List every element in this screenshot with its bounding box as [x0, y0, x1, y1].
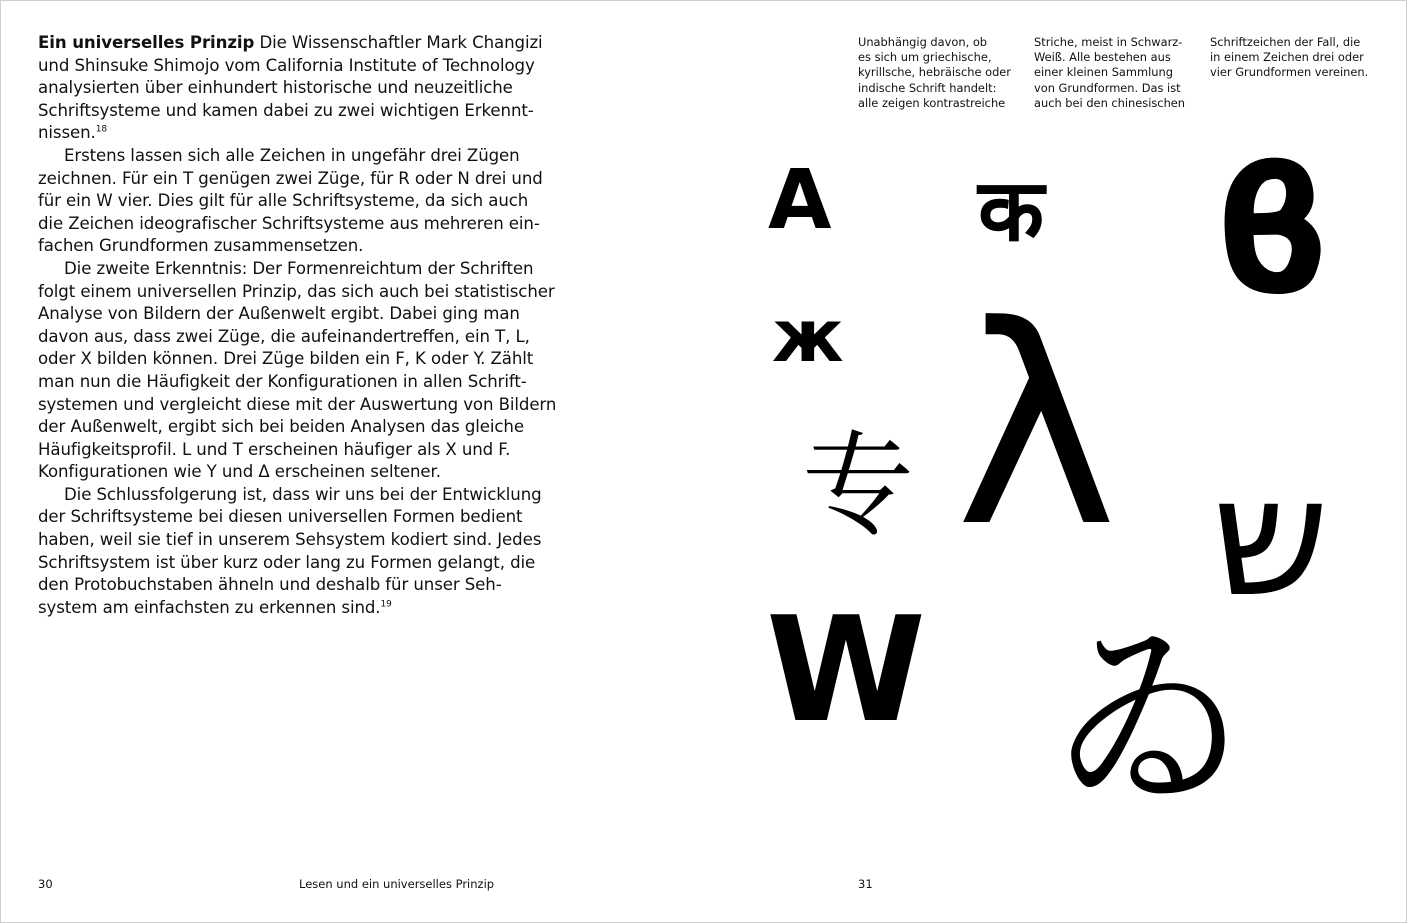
caption-line: Schriftzeichen der Fall, die [1210, 35, 1361, 49]
caption-line: einer kleinen Sammlung [1034, 65, 1173, 80]
footnote-ref-18: 18 [95, 124, 107, 135]
caption-column-3 [1210, 35, 1368, 81]
glyph-cyrillic-zhe: ж [772, 294, 844, 378]
glyph-latin-a: A [768, 153, 832, 248]
running-title: Lesen und ein universelles Prinzip [299, 877, 495, 891]
glyph-hiragana-wi: ゐ [1048, 603, 1249, 836]
caption-column-2 [1034, 35, 1185, 111]
caption-line: indische Schrift handelt: [858, 80, 997, 95]
glyph-devanagari-ka: क [978, 161, 1045, 261]
caption-line: von Grundformen. Das ist [1034, 80, 1181, 95]
caption-line: alle zeigen kontrastreiche [858, 95, 1006, 110]
glyph-latin-w: W [766, 586, 926, 755]
paragraph-3: Die zweite Erkenntnis: Der Formenreichtum der Schriften folgt einem universellen Prinzip, das sich auch bei statistischer Analyse von Bildern der Außenwelt ergibt. Dabei ging man davon aus, dass zwei Züge, die aufeinandertreffen, ein T, L, oder X bilden können. Drei Züge bilden ein F, K oder Y. Zählt man nun die Häufigkeit der Konfigurationen in allen Schrift-systemen und vergleicht diese mit der Auswertung von Bildern der Außenwelt, ergibt sich bei beiden Analysen das gleiche Häufigkeitsprofil. L und T erscheinen häufiger als X und F. Konfigurationen wie Y und Δ erscheinen seltener. [38, 258, 557, 482]
caption-line: auch bei den chinesischen [1034, 95, 1186, 110]
caption-line: Striche, meist in Schwarz- [1034, 35, 1183, 49]
caption-line: vier Grundformen vereinen. [1210, 65, 1369, 80]
caption-column-1 [858, 35, 1011, 111]
caption-line: es sich um griechische, [858, 50, 992, 65]
glyph-beta-curl: ϐ [1215, 131, 1329, 334]
caption-line: Unabhängig davon, ob [858, 35, 988, 49]
glyph-greek-lambda: λ [955, 267, 1118, 587]
paragraph-2: Erstens lassen sich alle Zeichen in ungefähr drei Zügen zeichnen. Für ein T genügen zwei Züge, für R oder N drei und für ein W vier. Dies gilt für alle Schriftsysteme, da sich auch die Zeichen ideografischer Schriftsysteme aus mehreren ein-fachen Grundformen zusammensetzen. [38, 145, 543, 256]
paragraph-1-text: Die Wissenschaftler Mark Changizi und Shinsuke Shimojo vom California Institute of Technology analysierten über einhundert historische und neuzeitliche Schriftsysteme und kamen dabei zu zwei wichtigen Erkennt-nissen. [38, 33, 543, 143]
page-number-right: 31 [858, 877, 873, 891]
body-text [38, 32, 558, 619]
glyph-hebrew-shin: ש [1212, 441, 1329, 633]
caption-line: Weiß. Alle bestehen aus [1034, 50, 1171, 65]
paragraph-4-text: Die Schlussfolgerung ist, dass wir uns bei der Entwicklung der Schriftsysteme bei diesen universellen Formen bedient haben, weil sie tief in unserem Sehsystem kodiert sind. Jedes Schriftsystem ist über kurz oder lang zu Formen gelangt, die den Protobuchstaben ähneln und deshalb für unser Seh-system am einfachsten zu erkennen sind. [38, 484, 542, 617]
glyph-chinese: 专 [802, 421, 914, 551]
caption-line: kyrillsche, hebräische oder [858, 65, 1011, 80]
page-number-left: 30 [38, 877, 53, 891]
caption-line: in einem Zeichen drei oder [1210, 50, 1364, 65]
footnote-ref-19: 19 [380, 599, 392, 610]
paragraph-1 [38, 32, 558, 145]
section-heading: Ein universelles Prinzip [38, 33, 255, 52]
paragraph-4 [38, 484, 558, 620]
